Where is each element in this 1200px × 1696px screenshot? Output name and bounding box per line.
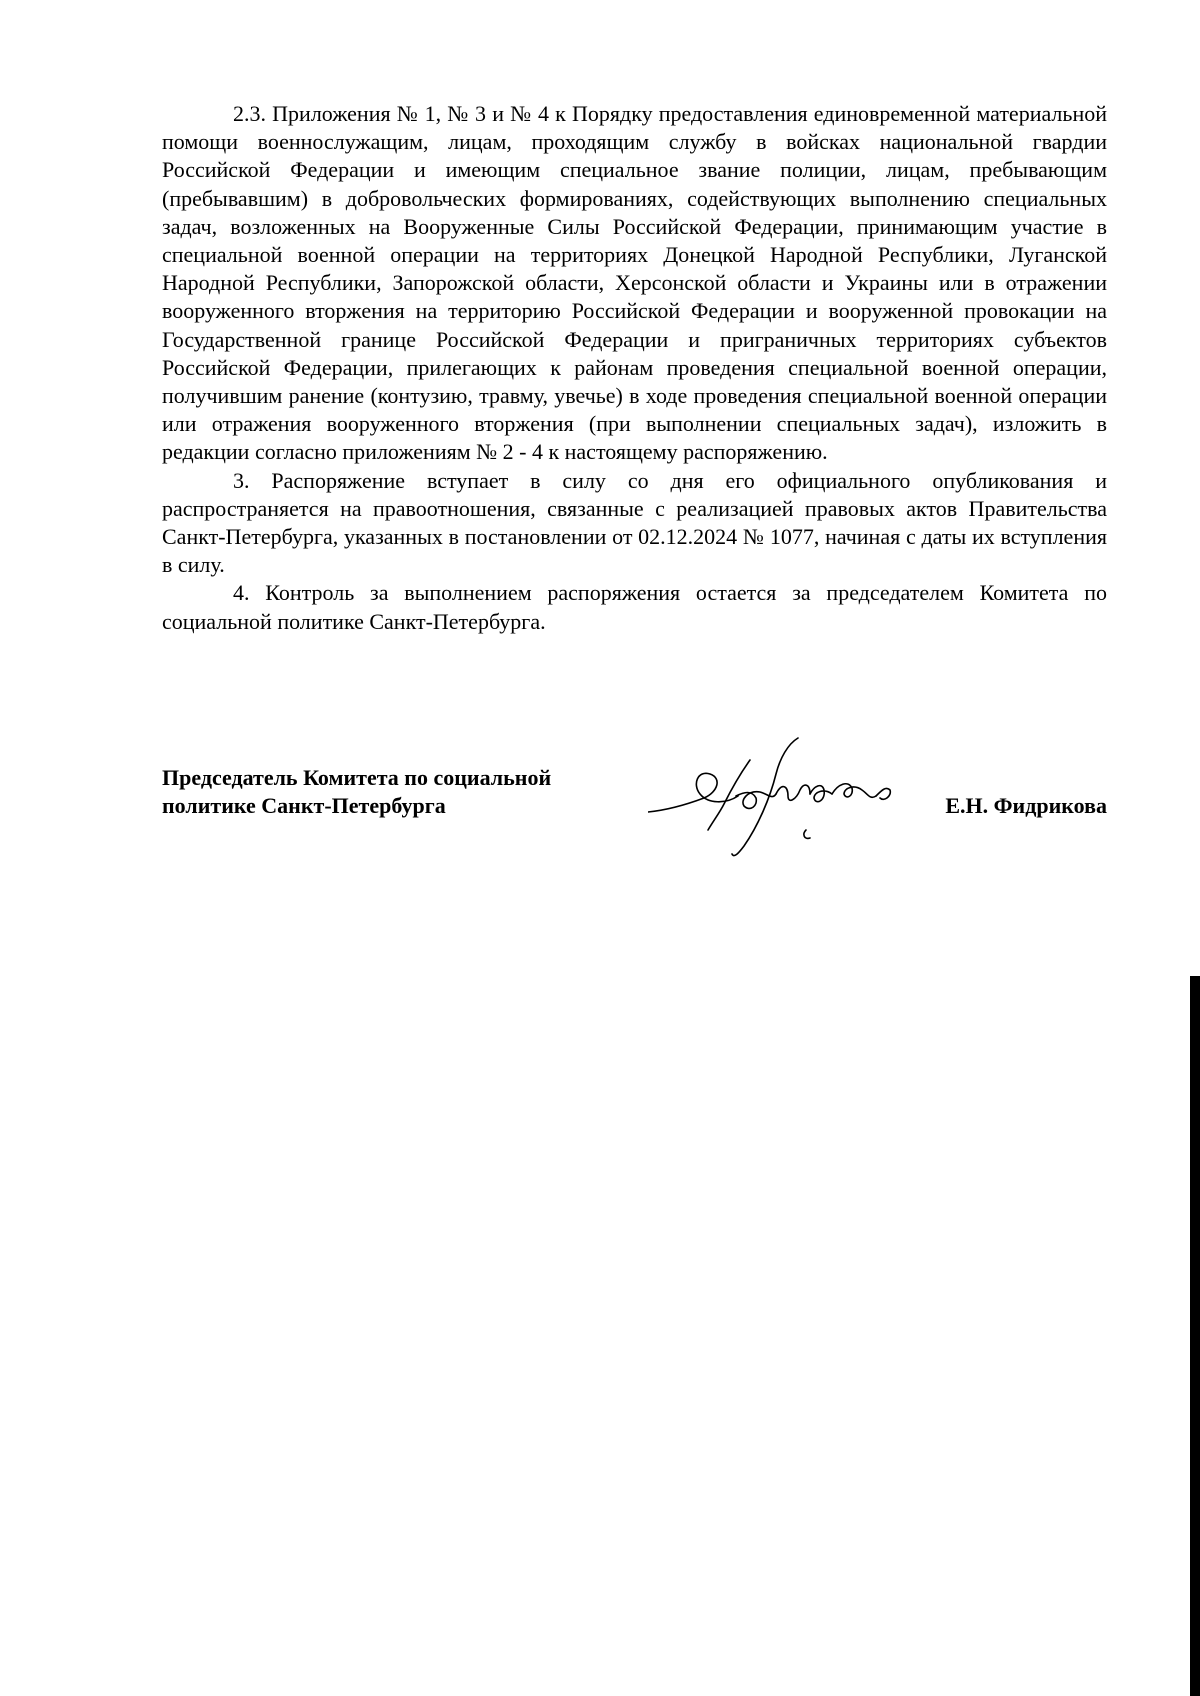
- paragraph-4: 4. Контроль за выполнением распоряжения остается за председателем Комитета по социальной политике Санкт-Петербурга.: [162, 580, 1107, 634]
- signature-block: [162, 734, 1107, 874]
- signatory-title: [162, 764, 622, 820]
- document-body: [162, 100, 1107, 636]
- scan-border: [1190, 976, 1200, 1696]
- signatory-title-line-2: политике Санкт-Петербурга: [162, 793, 446, 818]
- paragraph-2-3: 2.3. Приложения № 1, № 3 и № 4 к Порядку предоставления единовременной материальной помощи военнослужащим, лицам, проходящим службу в войсках национальной гвардии Российской Федерации и имеющим специальное звание полиции, лицам, пребывающим (пребывавшим) в добровольческих формированиях, содействующих выполнению специальных задач, возложенных на Вооруженные Силы Российской Федерации, принимающим участие в специальной военной операции на территориях Донецкой Народной Республики, Луганской Народной Республики, Запорожской области, Херсонской области и Украины или в отражении вооруженного вторжения на территорию Российской Федерации и вооруженной провокации на Государственной границе Российской Федерации и приграничных территориях субъектов Российской Федерации, прилегающих к районам проведения специальной военной операции, получившим ранение (контузию, травму, увечье) в ходе проведения специальной военной операции или отражения вооруженного вторжения (при выполнении специальных задач), изложить в редакции согласно приложениям № 2 - 4 к настоящему распоряжению.: [162, 101, 1107, 465]
- handwritten-signature: [648, 734, 918, 864]
- signatory-title-line-1: Председатель Комитета по социальной: [162, 765, 552, 790]
- signatory-name: Е.Н. Фидрикова: [945, 793, 1107, 818]
- paragraph-3: 3. Распоряжение вступает в силу со дня его официального опубликования и распространяется на правоотношения, связанные с реализацией правовых актов Правительства Санкт-Петербурга, указанных в постановлении от 02.12.2024 № 1077, начиная с даты их вступления в силу.: [162, 467, 1107, 578]
